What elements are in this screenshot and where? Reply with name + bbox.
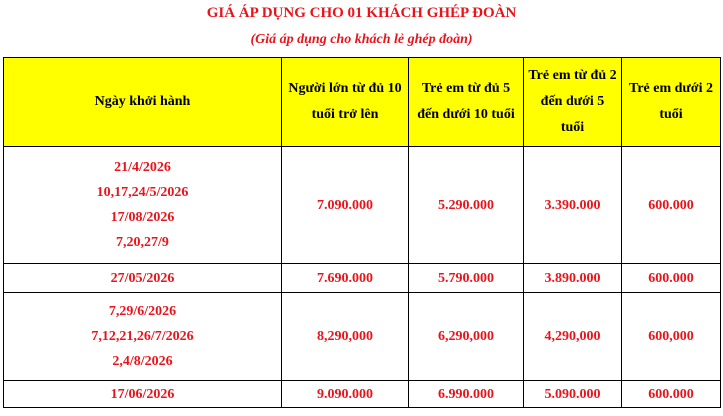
- departure-date: 2,4/8/2026: [112, 354, 173, 369]
- departure-dates-cell: [4, 264, 282, 293]
- departure-date: 17/08/2026: [110, 210, 175, 225]
- header-text: dưới 2 tuổi: [659, 81, 713, 122]
- header-adult: [282, 58, 409, 147]
- header-departure-date: [4, 58, 282, 147]
- departure-date: 21/4/2026: [114, 160, 171, 175]
- infant-price: 600.000: [622, 381, 721, 408]
- table-row: [4, 147, 721, 264]
- header-text: đủ 2 đến: [540, 68, 617, 109]
- departure-date: 7,12,21,26/7/2026: [91, 329, 194, 344]
- departure-dates-cell: [4, 293, 282, 381]
- header-child-5-10: [409, 58, 524, 147]
- departure-date: 7,20,27/9: [116, 235, 169, 250]
- page-title: GIÁ ÁP DỤNG CHO 01 KHÁCH GHÉP ĐOÀN: [206, 5, 517, 21]
- departure-dates-cell: [4, 147, 282, 264]
- price-table: [3, 57, 721, 408]
- table-row: [4, 264, 721, 293]
- header-text: Ngày khởi hành: [94, 94, 191, 109]
- adult-price: 9.090.000: [282, 381, 409, 408]
- header-text: lên: [360, 107, 379, 122]
- child-5-10-price: 5.790.000: [409, 264, 524, 293]
- header-text: Trẻ em từ đủ: [421, 81, 500, 96]
- header-text: Trẻ em: [629, 81, 672, 96]
- child-5-10-price: 6.990.000: [409, 381, 524, 408]
- departure-date: 17/06/2026: [110, 386, 175, 402]
- table-row: [4, 293, 721, 381]
- header-text: Người lớn từ: [288, 81, 366, 96]
- infant-price: 600.000: [622, 264, 721, 293]
- departure-date: 7,29/6/2026: [108, 304, 177, 319]
- adult-price: 8,290,000: [282, 293, 409, 381]
- infant-price: 600.000: [622, 147, 721, 264]
- departure-dates-cell: [4, 381, 282, 408]
- child-5-10-price: 6,290,000: [409, 293, 524, 381]
- header-text: Trẻ em từ: [528, 68, 588, 83]
- header-text: 5 đến dưới: [417, 81, 511, 122]
- header-text: đủ 10 tuổi trở: [311, 81, 402, 122]
- child-5-10-price: 5.290.000: [409, 147, 524, 264]
- table-row: [4, 381, 721, 408]
- adult-price: 7.690.000: [282, 264, 409, 293]
- departure-date: 27/05/2026: [110, 270, 175, 286]
- child-2-5-price: 5.090.000: [524, 381, 622, 408]
- header-infant: [622, 58, 721, 147]
- departure-date: 10,17,24/5/2026: [96, 185, 189, 200]
- child-2-5-price: 4,290,000: [524, 293, 622, 381]
- child-2-5-price: 3.890.000: [524, 264, 622, 293]
- header-text: dưới 5 tuổi: [560, 94, 605, 135]
- header-child-2-5: [524, 58, 622, 147]
- page-subtitle: (Giá áp dụng cho khách lẻ ghép đoàn): [250, 32, 473, 47]
- header-text: 10 tuổi: [473, 107, 515, 122]
- child-2-5-price: 3.390.000: [524, 147, 622, 264]
- adult-price: 7.090.000: [282, 147, 409, 264]
- infant-price: 600,000: [622, 293, 721, 381]
- table-header-row: [4, 58, 721, 147]
